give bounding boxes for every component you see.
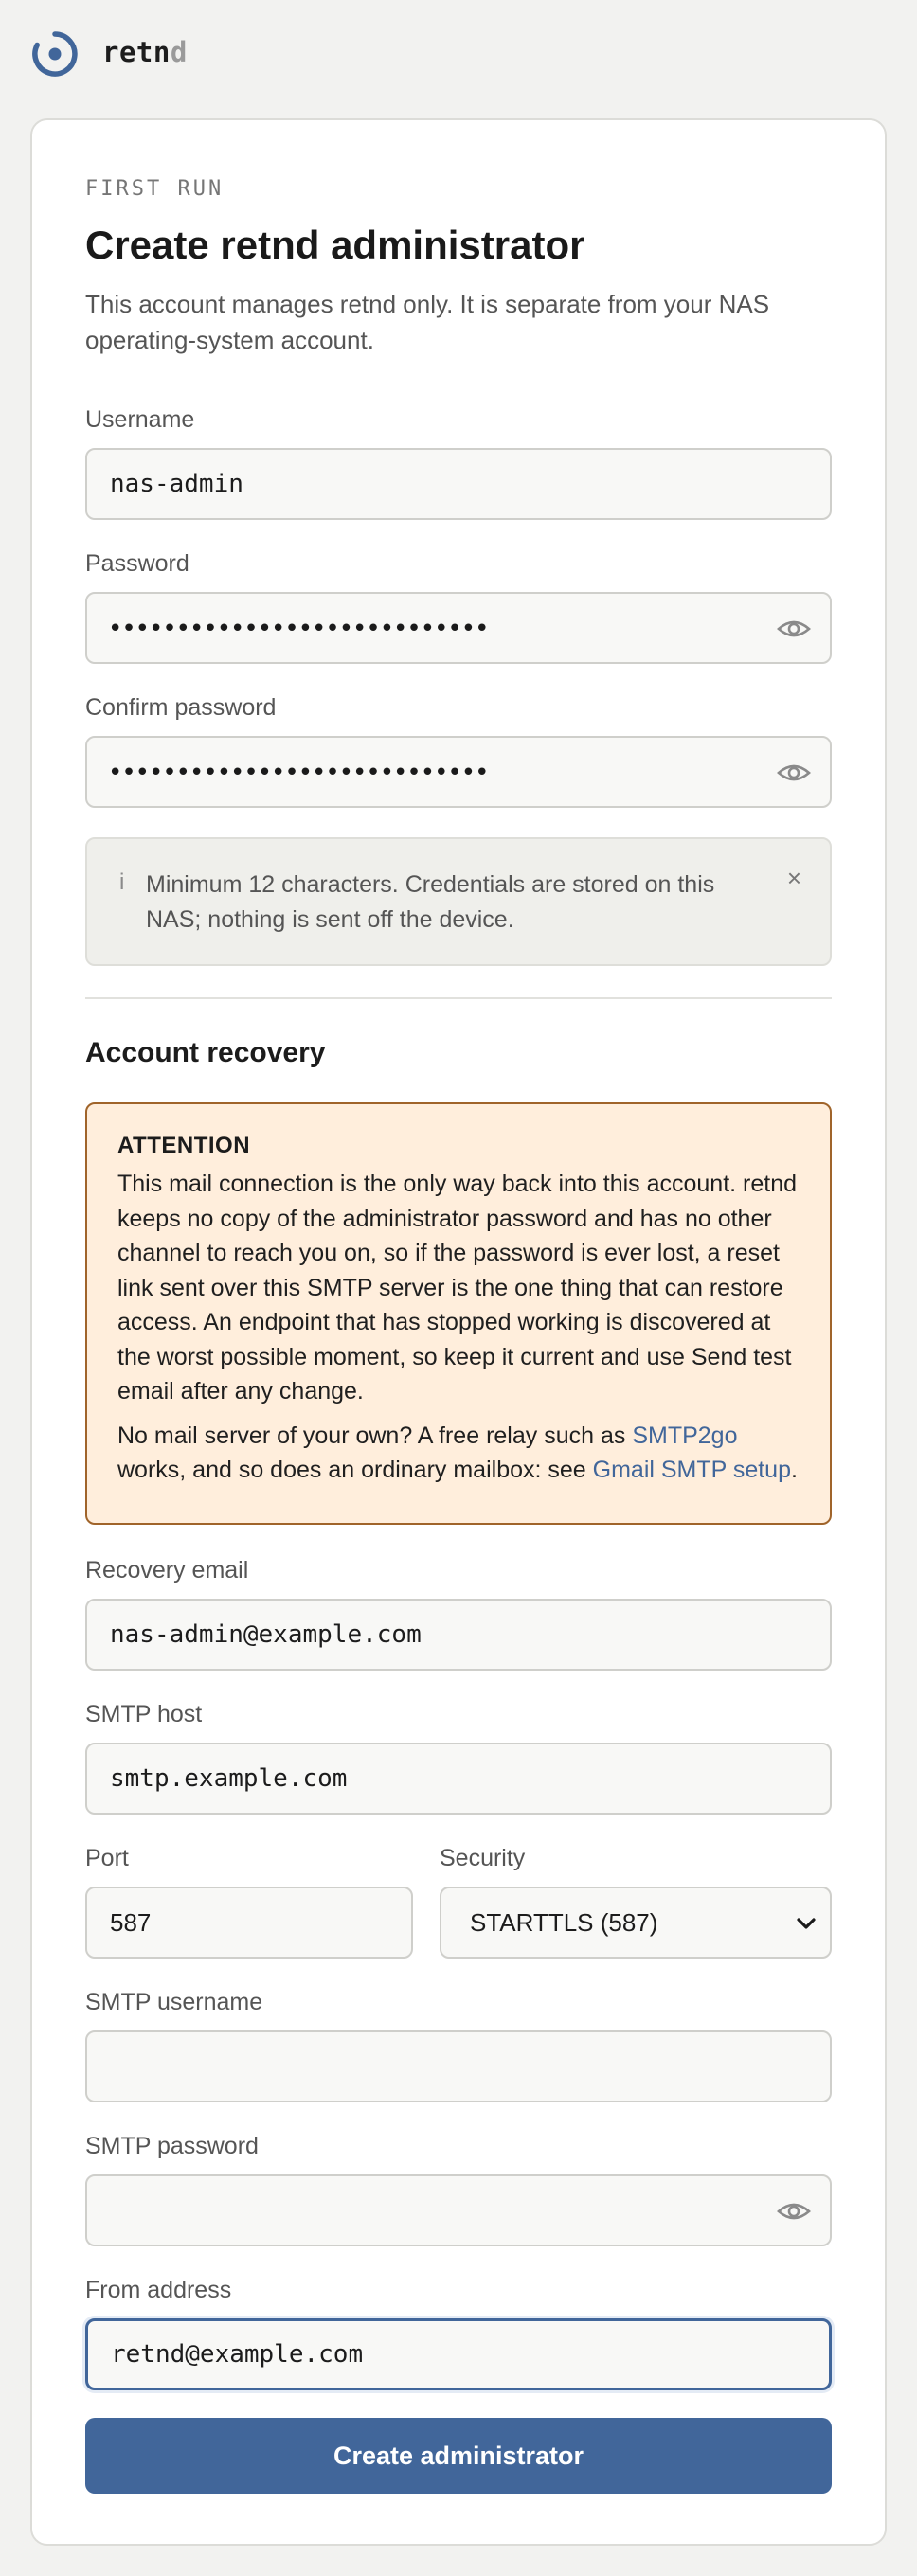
gmail-smtp-setup-link[interactable]: Gmail SMTP setup <box>592 1457 791 1483</box>
attention-body: This mail connection is the only way back into this account. retnd keeps no copy of the administrator password and has no other channel to reach you on, so if the password is ever lost, a reset link sent over this SMTP server is the one thing that can restore access. An endpoint that has stopped working is discovered at the worst possible moment, so keep it current and use Send test email after any change. <box>117 1171 798 1404</box>
security-label: Security <box>440 1845 526 1871</box>
smtp-username-label: SMTP username <box>85 1989 263 2015</box>
from-address-label: From address <box>85 2277 232 2303</box>
confirm-password-label: Confirm password <box>85 694 277 721</box>
show-password-eye-icon[interactable] <box>777 615 811 643</box>
password-hint-box <box>85 837 832 966</box>
confirm-password-masked-value: •••••••••••••••••••••••••••• <box>108 759 489 787</box>
security-select[interactable] <box>440 1887 832 1959</box>
password-hint-text: Minimum 12 characters. Credentials are stored on this NAS; nothing is sent off the device. <box>146 871 715 933</box>
recovery-email-label: Recovery email <box>85 1557 249 1583</box>
password-input[interactable] <box>85 592 832 664</box>
setup-card <box>30 118 887 2546</box>
show-confirm-password-eye-icon[interactable] <box>777 759 811 787</box>
account-recovery-heading: Account recovery <box>85 1037 326 1068</box>
kicker-label: FIRST RUN <box>85 177 225 201</box>
section-divider <box>85 997 832 999</box>
confirm-password-input[interactable] <box>85 736 832 808</box>
port-input[interactable] <box>85 1887 413 1959</box>
smtp-host-label: SMTP host <box>85 1701 203 1727</box>
brand-name: retnd <box>102 36 188 68</box>
password-masked-value: •••••••••••••••••••••••••••• <box>108 615 489 643</box>
username-input[interactable] <box>85 448 832 520</box>
retnd-logo-icon <box>32 31 78 77</box>
from-address-input[interactable] <box>85 2318 832 2390</box>
app-header <box>0 0 917 114</box>
attention-heading: ATTENTION <box>117 1133 251 1158</box>
smtp-host-input[interactable] <box>85 1743 832 1815</box>
dismiss-hint-close-icon[interactable]: × <box>786 864 801 892</box>
password-label: Password <box>85 550 189 577</box>
page-title: Create retnd administrator <box>85 223 585 267</box>
security-selected-value: STARTTLS (587) <box>470 1908 658 1937</box>
create-administrator-button[interactable]: Create administrator <box>85 2418 832 2494</box>
show-smtp-password-eye-icon[interactable] <box>777 2197 811 2226</box>
page-subtitle: This account manages retnd only. It is separate from your NAS operating-system account. <box>85 290 770 354</box>
smtp-password-input[interactable] <box>85 2174 832 2246</box>
relay-suggestion: No mail server of your own? A free relay such as SMTP2go works, and so does an ordinary mailbox: see Gmail SMTP setup. <box>117 1422 798 1483</box>
recovery-attention-box <box>85 1102 832 1525</box>
chevron-down-icon <box>794 1911 818 1936</box>
smtp-username-input[interactable] <box>85 2030 832 2102</box>
info-icon: i <box>119 869 125 895</box>
username-label: Username <box>85 406 195 433</box>
port-label: Port <box>85 1845 129 1871</box>
smtp-password-label: SMTP password <box>85 2133 259 2159</box>
recovery-email-input[interactable] <box>85 1599 832 1671</box>
smtp2go-link[interactable]: SMTP2go <box>632 1422 738 1449</box>
